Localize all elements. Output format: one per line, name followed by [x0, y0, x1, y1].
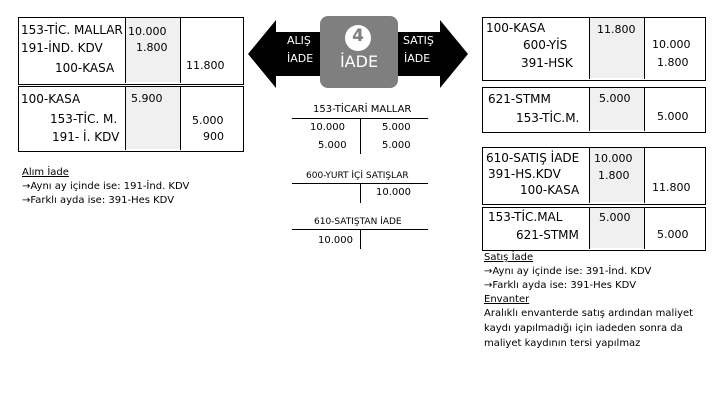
badge-label: İADE: [339, 52, 379, 71]
credit-value: 5.000: [192, 114, 224, 127]
t-account-title: 153-TİCARİ MALLAR: [313, 104, 412, 115]
t-credit-value: 5.000: [382, 122, 411, 133]
entry-account: 100-KASA: [486, 21, 546, 35]
debit-value: 10.000: [128, 25, 167, 38]
entry-account-credit: 621-STMM: [516, 228, 579, 242]
notes-item: →Farklı ayda ise: 391-Hes KDV: [22, 195, 175, 206]
credit-value: 5.000: [657, 228, 689, 241]
entry-account-credit: 153-TİC.M.: [516, 111, 580, 125]
entry-account: 100-KASA: [21, 92, 81, 106]
credit-value: 10.000: [652, 38, 691, 51]
column-divider: [180, 17, 181, 83]
debit-value: 5.900: [131, 92, 163, 105]
credit-value: 5.000: [657, 110, 689, 123]
column-divider: [125, 17, 126, 83]
credit-value: 11.800: [186, 59, 225, 72]
notes-paragraph-line: Aralıklı envanterde satış ardından maliyet: [484, 308, 694, 319]
entry-account: 191-İND. KDV: [21, 41, 103, 55]
notes-title: Satış İade: [484, 252, 534, 263]
credit-value: 1.800: [657, 56, 689, 69]
debit-value: 1.800: [136, 41, 168, 54]
entry-account-credit: 600-YİS: [523, 38, 568, 52]
entry-account-credit: 153-TİC. M.: [50, 112, 118, 126]
t-debit-value: 5.000: [318, 140, 347, 151]
entry-account: 153-TİC.MAL: [488, 210, 563, 224]
column-divider: [644, 87, 645, 131]
arrow-left-label: ALIŞ: [287, 34, 311, 47]
t-account-title: 600-YURT İÇİ SATIŞLAR: [306, 171, 409, 181]
entry-account: 621-STMM: [488, 92, 551, 106]
entry-account: 610-SATIŞ İADE: [486, 151, 580, 165]
column-divider: [644, 207, 645, 249]
entry-account-credit: 391-HSK: [521, 56, 573, 70]
notes-title: Alım İade: [22, 167, 69, 178]
arrow-right-label: SATIŞ: [403, 34, 434, 47]
t-debit-value: 10.000: [310, 122, 345, 133]
debit-value: 1.800: [598, 169, 630, 182]
t-account-title: 610-SATIŞTAN İADE: [314, 217, 402, 227]
debit-value: 10.000: [594, 152, 633, 165]
column-divider: [589, 207, 590, 249]
column-divider: [589, 87, 590, 131]
notes-item: →Aynı ay içinde ise: 391-İnd. KDV: [484, 266, 652, 277]
credit-value: 900: [203, 130, 224, 143]
column-divider: [644, 147, 645, 203]
column-divider: [180, 86, 181, 150]
badge-number: 4: [352, 26, 364, 46]
entry-account-credit: 191- İ. KDV: [52, 130, 120, 144]
credit-value: 11.800: [652, 181, 691, 194]
notes-item: →Aynı ay içinde ise: 191-İnd. KDV: [22, 181, 190, 192]
arrow-left-label: İADE: [287, 52, 314, 65]
entry-account-credit: 100-KASA: [520, 183, 580, 197]
column-divider: [644, 17, 645, 79]
t-account-stem: [360, 183, 361, 203]
column-divider: [125, 86, 126, 150]
t-credit-value: 10.000: [376, 187, 411, 198]
column-divider: [589, 147, 590, 203]
entry-account-credit: 100-KASA: [55, 61, 115, 75]
notes-item: →Farklı ayda ise: 391-Hes KDV: [484, 280, 637, 291]
t-account-stem: [360, 118, 361, 154]
column-divider: [589, 17, 590, 79]
debit-value: 11.800: [597, 23, 636, 36]
arrow-right-label: İADE: [404, 52, 431, 65]
t-credit-value: 5.000: [382, 140, 411, 151]
notes-paragraph-line: maliyet kaydının tersi yapılmaz: [484, 338, 641, 349]
debit-value: 5.000: [599, 92, 631, 105]
t-account-stem: [360, 229, 361, 249]
notes-title: Envanter: [484, 294, 530, 305]
entry-account: 153-TİC. MALLAR: [21, 23, 123, 37]
debit-value: 5.000: [599, 211, 631, 224]
entry-account: 391-HS.KDV: [488, 167, 561, 181]
notes-paragraph-line: kaydı yapılmadığı için iadeden sonra da: [484, 323, 683, 334]
t-debit-value: 10.000: [318, 235, 353, 246]
